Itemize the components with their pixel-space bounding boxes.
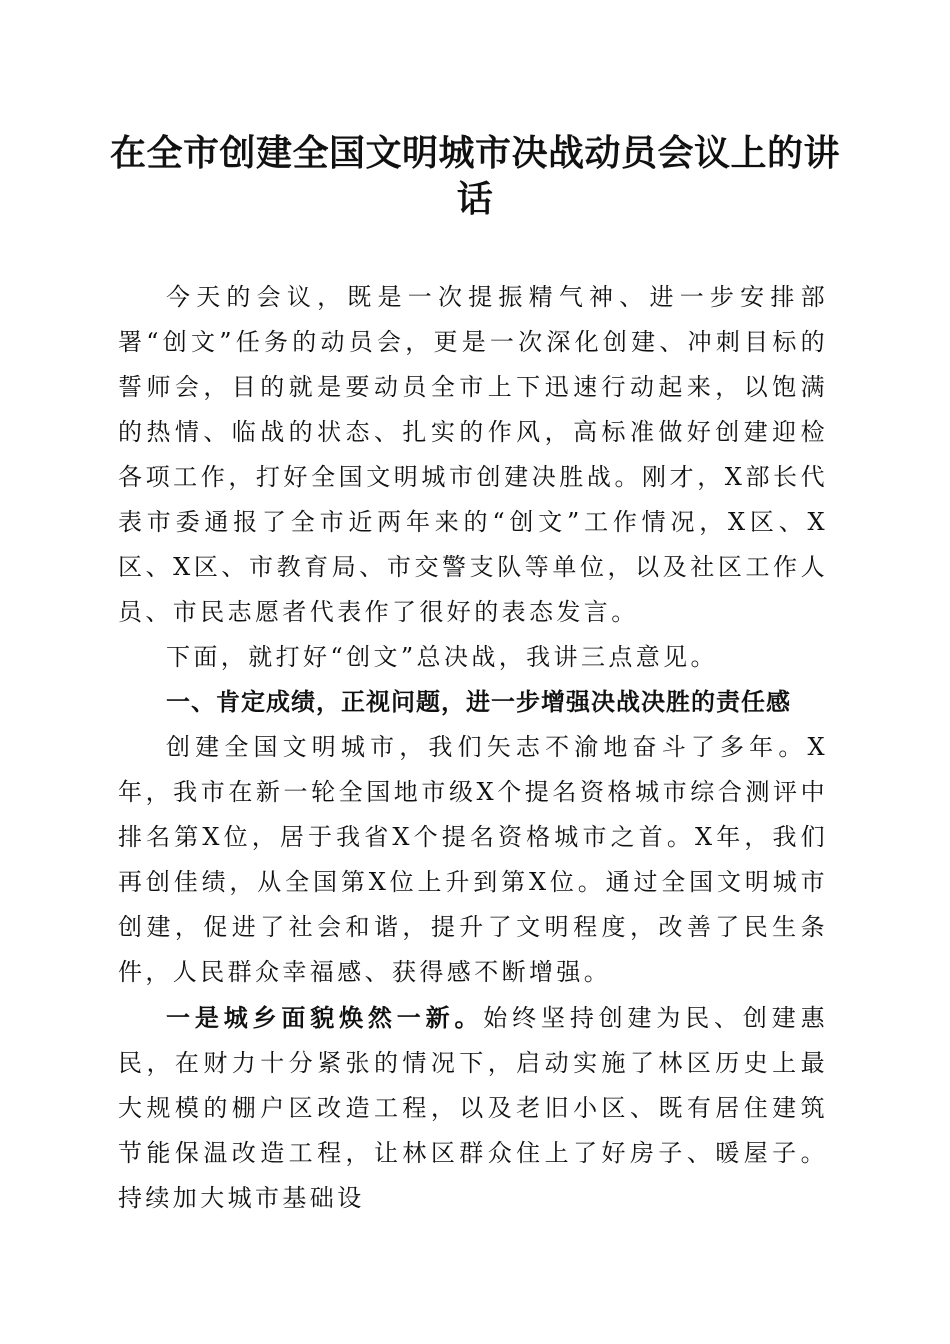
- paragraph-opening: 今天的会议，既是一次提振精气神、进一步安排部署“创文”任务的动员会，更是一次深化创建、冲刺目标的誓师会，目的就是要动员全市上下迅速行动起来，以饱满的热情、临战的状态、扎实的作风，高标准做好创建迎检各项工作，打好全国文明城市创建决胜战。刚才，X部长代表市委通报了全市近两年来的“创文”工作情况，X区、X区、X区、市教育局、市交警支队等单位，以及社区工作人员、市民志愿者代表作了很好的表态发言。: [118, 283, 828, 626]
- paragraph-lead: 一是城乡面貌焕然一新。: [166, 1003, 484, 1032]
- paragraph-intro: 下面，就打好“创文”总决战，我讲三点意见。: [166, 643, 718, 671]
- document-body: [118, 275, 828, 1221]
- paragraph-text: 始终坚持创建为民、创建惠民，在财力十分紧张的情况下，启动实施了林区历史上最大规模的棚户区改造工程，以及老旧小区、既有居住建筑节能保温改造工程，让林区群众住上了好房子、暖屋子。持续加大城市基础设: [118, 1004, 828, 1212]
- paragraph-achievements: 创建全国文明城市，我们矢志不渝地奋斗了多年。X年，我市在新一轮全国地市级X个提名资格城市综合测评中排名第X位，居于我省X个提名资格城市之首。X年，我们再创佳绩，从全国第X位上升到第X位。通过全国文明城市创建，促进了社会和谐，提升了文明程度，改善了民生条件，人民群众幸福感、获得感不断增强。: [118, 733, 828, 986]
- document-title: 在全市创建全国文明城市决战动员会议上的讲话: [110, 132, 841, 220]
- paragraph-urban-rural: [118, 995, 828, 1221]
- section-heading-1: 一、肯定成绩，正视问题，进一步增强决战决胜的责任感: [166, 688, 791, 716]
